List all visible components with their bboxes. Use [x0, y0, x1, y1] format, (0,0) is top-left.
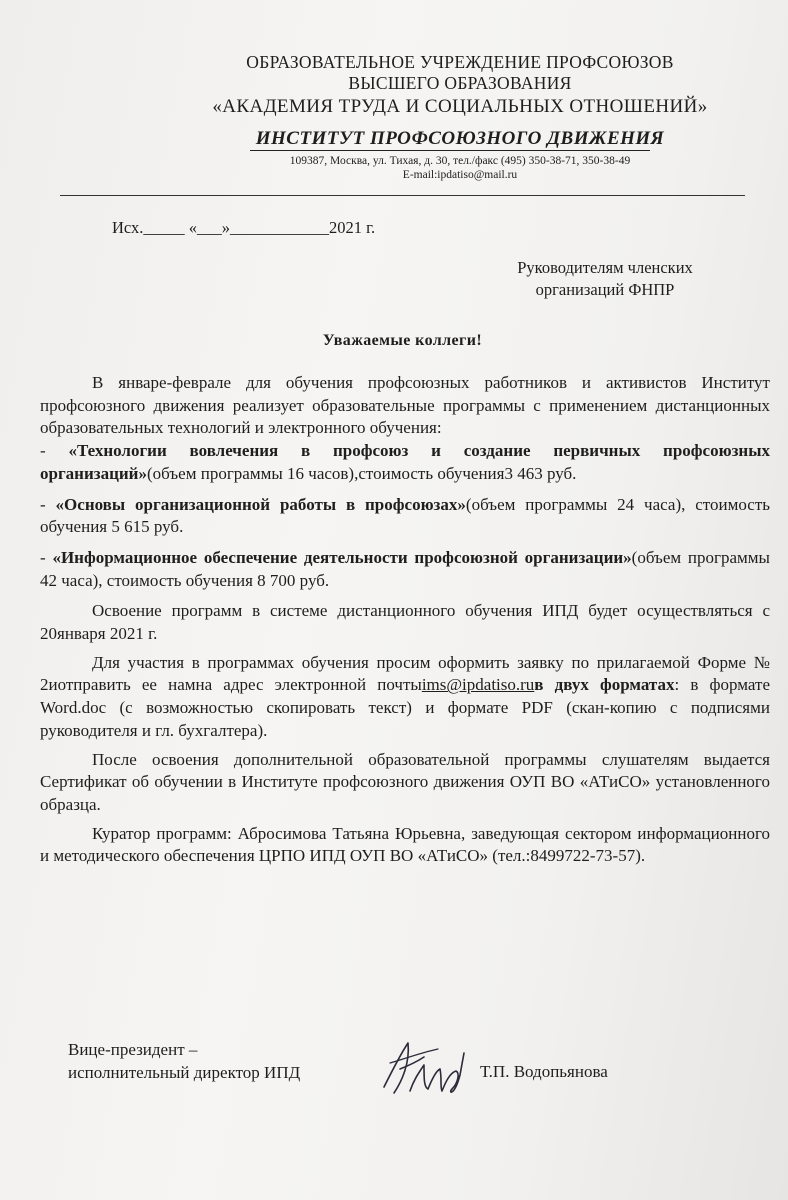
application-email-link[interactable]: ims@ipdatiso.ru	[421, 675, 535, 695]
signatory-position-line1: Вице-президент –	[68, 1040, 198, 1059]
program-title: «Основы организационной работы в профсоюзах»	[55, 494, 466, 514]
program-prefix: -	[40, 441, 69, 461]
application-text: Для участия в программах обучения просим оформить заявку по прилагаемой Форме № 2иотправить ее намна адрес электронной почты	[40, 652, 770, 695]
org-email: E-mail:ipdatiso@mail.ru	[402, 169, 518, 181]
application-paragraph	[40, 652, 770, 743]
program-details: (объем программы 24 часа), стоимость обучения 5 615 руб.	[40, 494, 770, 537]
letter-body	[40, 372, 770, 868]
program-item	[40, 494, 770, 539]
signatory-name: Т.П. Водопьянова	[480, 1062, 608, 1081]
outgoing-number: Исх._____ «___»____________2021 г.	[112, 218, 376, 237]
header-divider	[60, 195, 745, 196]
org-name-line3: «АКАДЕМИЯ ТРУДА И СОЦИАЛЬНЫХ ОТНОШЕНИЙ»	[212, 96, 708, 117]
signatory-position-line2: исполнительный директор ИПД	[68, 1063, 301, 1082]
curator-paragraph: Куратор программ: Абросимова Татьяна Юрьевна, заведующая сектором информационного и методического обеспечения ЦРПО ИПД ОУП ВО «АТиСО» (тел.:8499722-73-57).	[40, 823, 770, 866]
program-title: «Информационное обеспечение деятельности профсоюзной организации»	[52, 547, 632, 567]
program-details: (объем программы 16 часов),стоимость обучения3 463 руб.	[146, 463, 577, 483]
org-address: 109387, Москва, ул. Тихая, д. 30, тел./факс (495) 350-38-71, 350-38-49	[289, 155, 631, 167]
program-prefix: -	[40, 547, 53, 567]
addressee	[480, 257, 730, 301]
application-text-end: : в формате Word.doc (с возможностью скопировать текст) и формате PDF (скан-копию с подписями руководителя и гл. бухгалтера).	[40, 675, 771, 740]
program-title: «Технологии вовлечения в профсоюз и создание первичных профсоюзных организаций»	[40, 441, 770, 483]
header-underline	[250, 150, 650, 151]
addressee-line1: Руководителям членских	[517, 258, 693, 277]
greeting: Уважаемые коллеги!	[322, 332, 483, 349]
handwritten-signature	[380, 1035, 470, 1105]
program-item	[40, 440, 770, 485]
institute-name: ИНСТИТУТ ПРОФСОЮЗНОГО ДВИЖЕНИЯ	[255, 128, 665, 149]
intro-paragraph: В январе-феврале для обучения профсоюзных работников и активистов Институт профсоюзного движения реализует образовательные программы с применением дистанционных образовательных технологий и электронного обучения:	[40, 373, 770, 438]
addressee-line2: организаций ФНПР	[535, 280, 675, 299]
program-item	[40, 547, 770, 592]
certificate-paragraph: После освоения дополнительной образовательной программы слушателям выдается Сертификат об обучении в Институте профсоюзного движения ОУП ВО «АТиСО» установленного образца.	[40, 749, 770, 814]
program-details: (объем программы 42 часа), стоимость обучения 8 700 руб.	[40, 547, 770, 590]
signatory-position	[68, 1038, 300, 1084]
org-name-line2: ВЫСШЕГО ОБРАЗОВАНИЯ	[348, 73, 572, 93]
program-prefix: -	[40, 494, 56, 514]
application-formats: в двух форматах	[534, 675, 675, 695]
start-date-paragraph: Освоение программ в системе дистанционного обучения ИПД будет осуществляться с 20января 2021 г.	[40, 601, 770, 644]
org-name-line1: ОБРАЗОВАТЕЛЬНОЕ УЧРЕЖДЕНИЕ ПРОФСОЮЗОВ	[246, 52, 674, 72]
